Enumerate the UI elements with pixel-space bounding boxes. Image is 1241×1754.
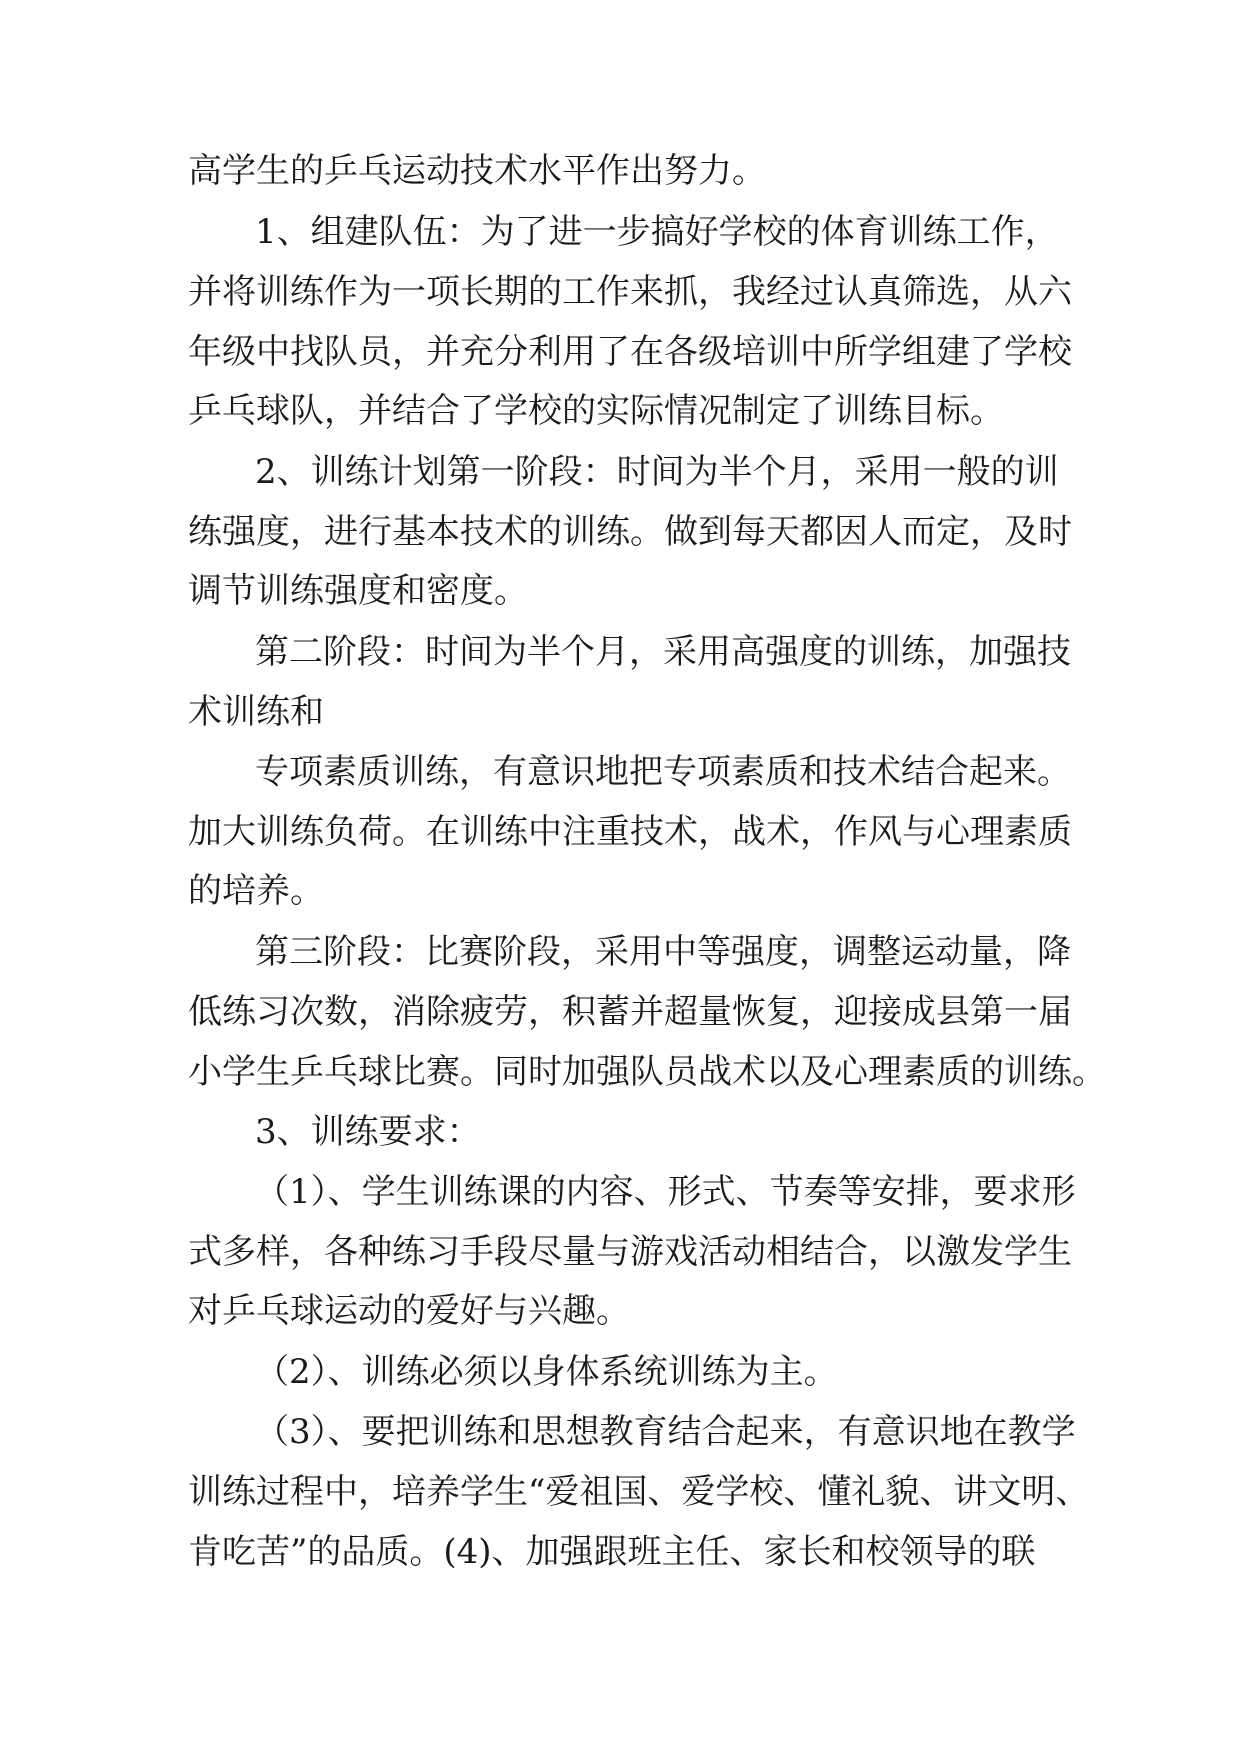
text-line: 加大训练负荷。在训练中注重技术，战术，作风与心理素质 [188, 812, 1072, 852]
text-line: 练强度，进行基本技术的训练。做到每天都因人而定，及时 [188, 512, 1072, 552]
text-line: 2、训练计划第一阶段：时间为半个月，采用一般的训 [255, 452, 1059, 492]
text-line: 小学生乒乓球比赛。同时加强队员战术以及心理素质的训练。 [188, 1052, 1106, 1092]
text-line: 低练习次数，消除疲劳，积蓄并超量恢复，迎接成县第一届 [188, 992, 1072, 1032]
text-line: 专项素质训练，有意识地把专项素质和技术结合起来。 [255, 752, 1071, 792]
text-line: 调节训练强度和密度。 [188, 571, 528, 611]
text-line: 肯吃苦”的品质。(4)、加强跟班主任、家长和校领导的联 [188, 1532, 1036, 1572]
text-line: 式多样，各种练习手段尽量与游戏活动相结合，以激发学生 [188, 1232, 1072, 1272]
text-line: 并将训练作为一项长期的工作来抓，我经过认真筛选，从六 [188, 272, 1072, 312]
text-line: 的培养。 [188, 871, 324, 911]
text-line: 3、训练要求： [255, 1112, 481, 1152]
text-line: （2）、训练必须以身体系统训练为主。 [255, 1352, 838, 1392]
text-line: 乒乓球队，并结合了学校的实际情况制定了训练目标。 [188, 391, 1004, 431]
text-line: 术训练和 [188, 692, 324, 732]
text-line: （1）、学生训练课的内容、形式、节奏等安排，要求形 [255, 1172, 1076, 1212]
text-line: 1、组建队伍：为了进一步搞好学校的体育训练工作， [255, 212, 1059, 252]
text-line: 第三阶段：比赛阶段，采用中等强度，调整运动量，降 [255, 932, 1071, 972]
text-line: （3）、要把训练和思想教育结合起来，有意识地在教学 [255, 1412, 1076, 1452]
text-line: 高学生的乒乓运动技术水平作出努力。 [188, 151, 766, 191]
text-line: 第二阶段：时间为半个月，采用高强度的训练，加强技 [255, 632, 1071, 672]
text-line: 年级中找队员，并充分利用了在各级培训中所学组建了学校 [188, 332, 1072, 372]
text-line: 训练过程中，培养学生“爱祖国、爱学校、懂礼貌、讲文明、 [188, 1472, 1090, 1512]
text-line: 对乒乓球运动的爱好与兴趣。 [188, 1291, 630, 1331]
